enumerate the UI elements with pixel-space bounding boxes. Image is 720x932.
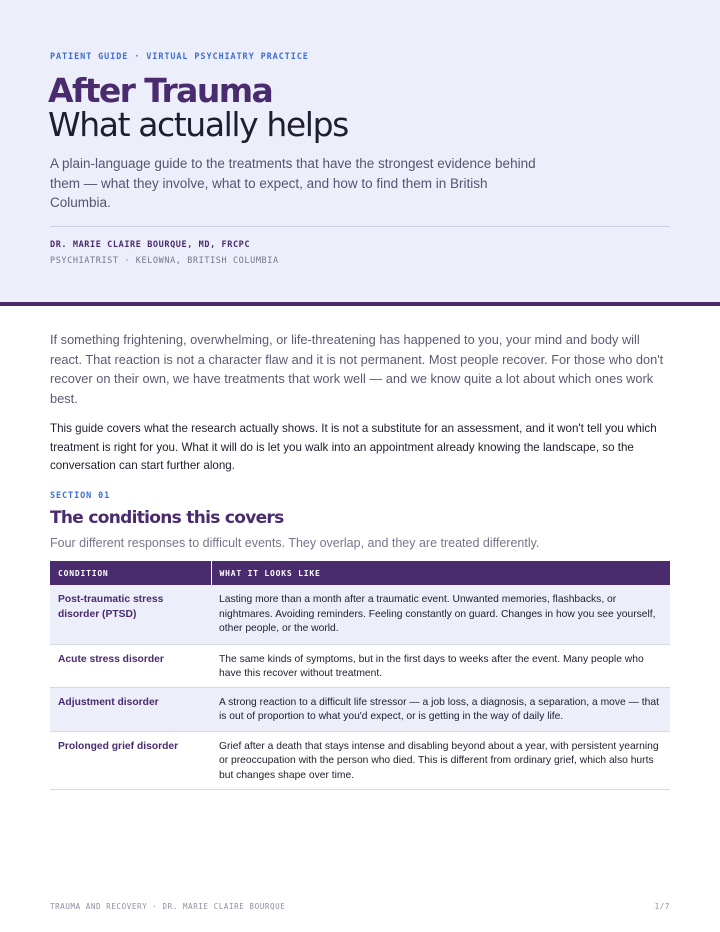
body-paragraph: This guide covers what the research actually shows. It is not a substitute for an assessment, and it won't tell you which treatment is right for you. What it will do is let you walk into an appointment already knowing the landscape, so the conversation can start further along. xyxy=(50,422,657,472)
conditions-table xyxy=(50,561,670,790)
page-number: 1/7 xyxy=(654,902,670,911)
condition-name: Post-traumatic stress disorder (PTSD) xyxy=(50,585,211,644)
author-location: PSYCHIATRIST · KELOWNA, BRITISH COLUMBIA xyxy=(50,256,279,266)
intro-text: A plain-language guide to the treatments that have the strongest evidence behind them — what they involve, what to expect, and how to find them in British Columbia. xyxy=(50,156,536,210)
column-header-condition: CONDITION xyxy=(50,561,211,585)
page-title: After Trauma xyxy=(48,71,273,110)
hero-bottom-rule xyxy=(0,302,720,306)
page-subtitle: What actually helps xyxy=(48,105,348,144)
section-subtitle: Four different responses to difficult events. They overlap, and they are treated differently. xyxy=(50,536,540,550)
table-row xyxy=(50,585,670,644)
table-row xyxy=(50,687,670,731)
section-label: SECTION 01 xyxy=(50,491,111,501)
column-header-description: WHAT IT LOOKS LIKE xyxy=(211,561,670,585)
condition-description: The same kinds of symptoms, but in the first days to weeks after the event. Many people who have this recover without treatment. xyxy=(211,644,670,687)
footer-title: TRAUMA AND RECOVERY · DR. MARIE CLAIRE BOURQUE xyxy=(50,902,286,911)
condition-description: A strong reaction to a difficult life stressor — a job loss, a diagnosis, a separation, a move — that is out of proportion to what you'd expect, or is getting in the way of daily life. xyxy=(211,687,670,731)
lead-paragraph: If something frightening, overwhelming, or life-threatening has happened to you, your mind and body will react. That reaction is not a character flaw and it is not permanent. Most people recover. For those who don't recover on their own, we have treatments that work well — and we know quite a lot about which ones work best. xyxy=(50,332,664,406)
table-row xyxy=(50,644,670,687)
hero-banner xyxy=(0,0,720,302)
table-header-row xyxy=(50,561,670,585)
condition-name: Adjustment disorder xyxy=(50,687,211,731)
condition-name: Acute stress disorder xyxy=(50,644,211,687)
hero-divider xyxy=(50,226,670,227)
section-title: The conditions this covers xyxy=(50,508,284,528)
condition-description: Lasting more than a month after a traumatic event. Unwanted memories, flashbacks, or nightmares. Avoiding reminders. Feeling constantly on guard. Changes in how you see yourself, other people, or the world. xyxy=(211,585,670,644)
author-name: DR. MARIE CLAIRE BOURQUE, MD, FRCPC xyxy=(50,240,251,250)
table-row xyxy=(50,731,670,789)
eyebrow-label: PATIENT GUIDE · VIRTUAL PSYCHIATRY PRACTICE xyxy=(50,52,309,62)
condition-description: Grief after a death that stays intense and disabling beyond about a year, with persistent yearning or preoccupation with the person who died. This is different from ordinary grief, which also hurts but changes shape over time. xyxy=(211,731,670,789)
condition-name: Prolonged grief disorder xyxy=(50,731,211,789)
